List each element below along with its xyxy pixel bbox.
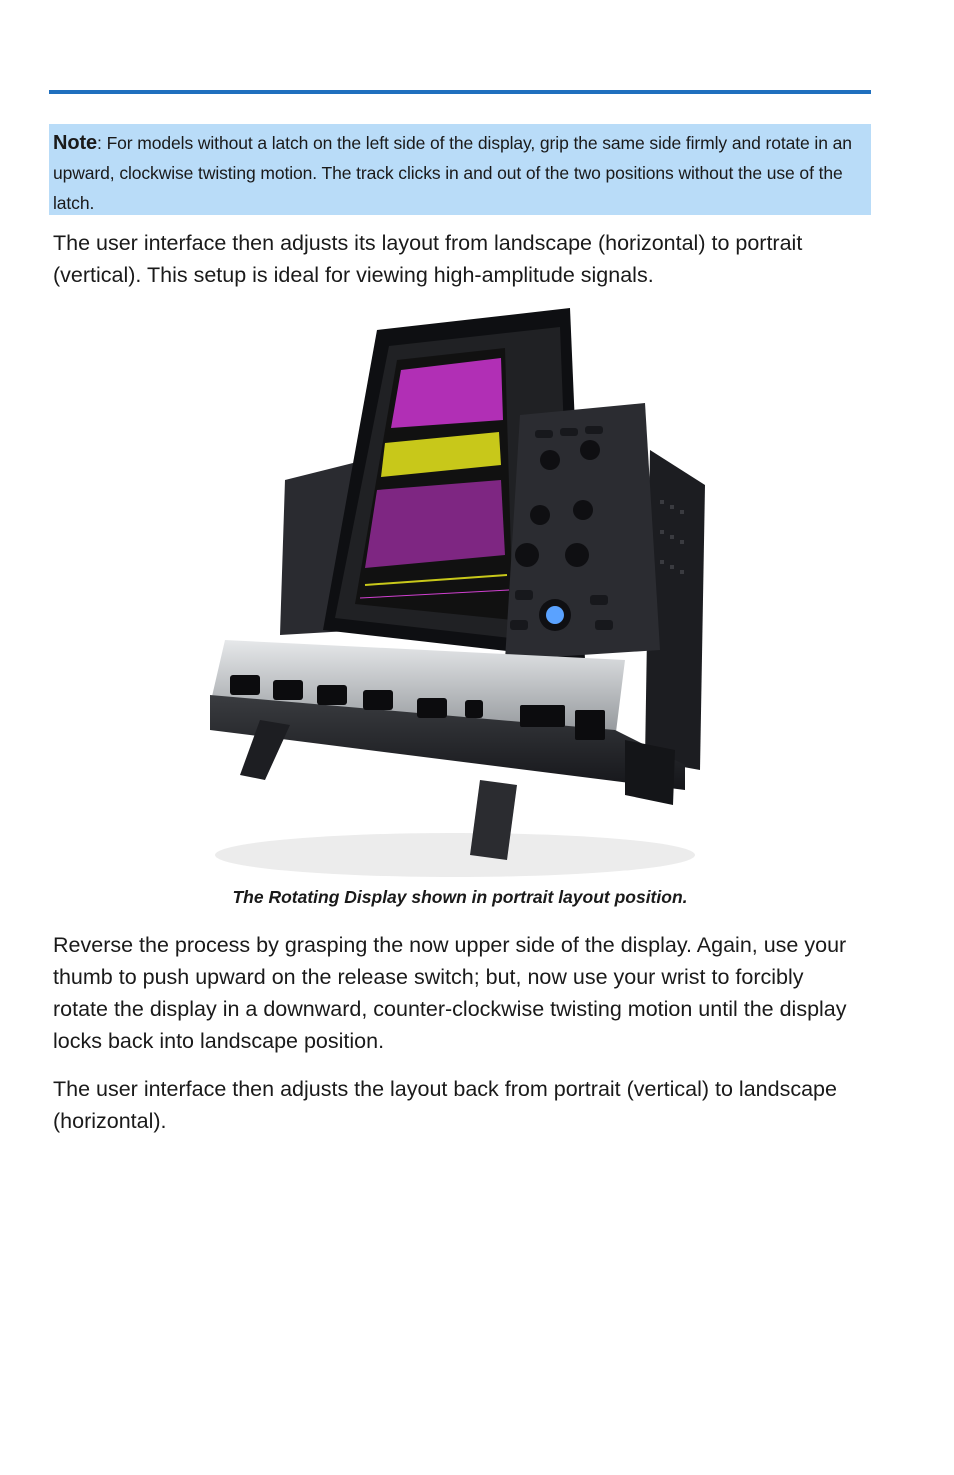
header-rule xyxy=(49,90,871,94)
paragraph-layout-back: The user interface then adjusts the layout back from portrait (vertical) to landscape (horizontal). xyxy=(53,1077,837,1133)
oscilloscope-portrait-photo xyxy=(205,300,715,880)
note-box xyxy=(49,124,871,215)
figure-caption: The Rotating Display shown in portrait layout position. xyxy=(232,887,688,907)
note-text: : For models without a latch on the left side of the display, grip the same side firmly and rotate in an upward, clockwise twisting motion. The track clicks in and out of the two positions without the use of the latch. xyxy=(53,133,852,213)
note-label: Note xyxy=(53,132,98,154)
paragraph-layout-change: The user interface then adjusts its layout from landscape (horizontal) to portrait (vertical). This setup is ideal for viewing high-amplitude signals. xyxy=(53,231,803,287)
paragraph-reverse-process: Reverse the process by grasping the now upper side of the display. Again, use your thumb to push upward on the release switch; but, now use your wrist to forcibly rotate the display in a downward, counter-clockwise twisting motion until the display locks back into landscape position. xyxy=(53,933,847,1053)
